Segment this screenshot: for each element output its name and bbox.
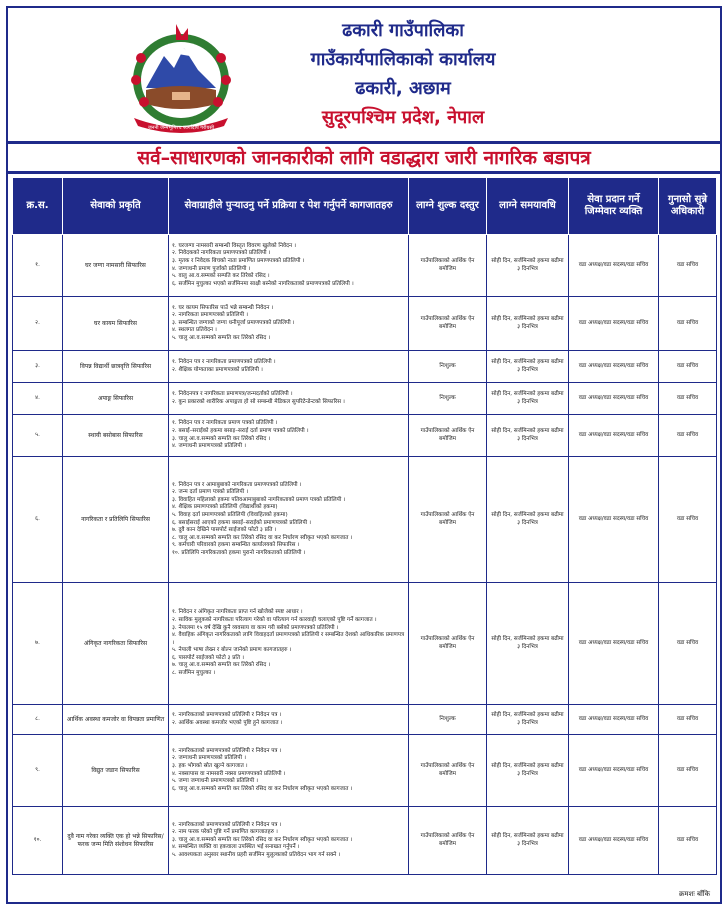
process-step: ५. नेपाली भाषा लेख्न र बोल्न जानेको प्रमाण कागजातहरु । [172, 647, 292, 654]
location: ढकारी, अछाम [355, 78, 451, 99]
process-step: ८. चालु आ.व.सम्मको सम्पति कर तिरेको रसिद वा कर निर्धारण स्वीकृत भएको कागजात । [172, 534, 353, 541]
cell-process [169, 415, 409, 457]
municipality-name: ढकारी गाउँपालिका [342, 20, 464, 41]
cell-sn: २. [13, 297, 63, 351]
cell-process [169, 583, 409, 705]
cell-process [169, 457, 409, 583]
process-step: १०. प्रतिलिपि नागरिकताको हकमा पुरानो नागरिकताको प्रतिलिपी । [172, 549, 306, 556]
table-row [13, 415, 717, 457]
process-step: ५. आवश्यकता अनुसार स्थानीय प्रहरी सर्जमिन मुलुल्काको प्रतिवेदन भाग गर्न सक्ने । [172, 851, 341, 858]
cell-fee: गाउँपालिकाको आर्थिक ऐन बमोजिम [409, 735, 487, 807]
cell-time: सोही दिन, सर्जमिनको हकमा बढीमा ३ दिनभित्र [487, 415, 569, 457]
cell-grievance: वडा सचिव [659, 415, 717, 457]
cell-fee: निःशुल्क [409, 383, 487, 415]
process-step: २. कुन प्रकारको शारीरिक अपाङ्गता हो सो सम्बन्धी मेडिकल सुपरिटेन्डेन्टको सिफारिस । [172, 398, 345, 405]
process-step: १. निवेदन र अंगिकृत नागरिकता प्राप्त गर्न खोजेको स्पष्ट आधार । [172, 609, 303, 616]
cell-responsible: वडा अध्यक्ष/वडा सदस्य/वडा सचिव [569, 415, 659, 457]
cell-service: घर कायम सिफारिस [63, 297, 169, 351]
cell-grievance: वडा सचिव [659, 705, 717, 735]
cell-fee: गाउँपालिकाको आर्थिक ऐन बमोजिम [409, 583, 487, 705]
cell-responsible: वडा अध्यक्ष/वडा सदस्य/वडा सचिव [569, 383, 659, 415]
process-step: ५. वालु आ.व.सम्मको सम्पति कर तिरेको रसिद । [172, 273, 270, 280]
process-step: ९. कर्मचारी परिवारको हकमा सम्बन्धित कार्यालयको सिफारिस । [172, 542, 300, 549]
divider [8, 171, 720, 174]
header-sn: क्र.स. [13, 178, 63, 235]
cell-fee: गाउँपालिकाको आर्थिक ऐन बमोजिम [409, 457, 487, 583]
cell-service: विद्युत जडान सिफारिस [63, 735, 169, 807]
header [8, 8, 720, 141]
page-title: सर्व–साधारणको जानकारीको लागि वडाद्धारा जारी नागरिक बडापत्र [137, 147, 591, 169]
process-step: ३. विवाहित महिलाको हकमा पतिवआमाबुबाको नागरिकताको प्रमाण पत्रको प्रतिलिपी । [172, 496, 346, 503]
process-step: ७. दुवै कान देखिने पासपोर्ट साईजको फोटो ३ प्रति । [172, 527, 277, 534]
process-step: १. घर कायम सिफारिस पाउँ भन्ने सम्बन्धी निवेदन । [172, 304, 274, 311]
cell-grievance: वडा सचिव [659, 235, 717, 297]
process-step: १. नागरिकताको प्रमाणपत्रको प्रतिलिपी र निवेदन पत्र । [172, 747, 282, 754]
process-step: १. नागरिकताको प्रमाणपत्रको प्रतिलिपी र निवेदन पत्र । [172, 821, 282, 828]
cell-fee: गाउँपालिकाको आर्थिक ऐन बमोजिम [409, 415, 487, 457]
process-step: ३. हक भोगको स्रोत खुल्ने कागजात । [172, 762, 248, 769]
table-row [13, 705, 717, 735]
table-row [13, 583, 717, 705]
continued-note: क्रमशः बाँकि [679, 890, 710, 898]
cell-time: सोही दिन, सर्जमिनको हकमा बढीमा ३ दिनभित्र [487, 457, 569, 583]
cell-process [169, 705, 409, 735]
cell-time: सोही दिन, सर्जमिनको हकमा बढीमा ३ दिनभित्र [487, 583, 569, 705]
office-address [238, 16, 568, 132]
cell-grievance: वडा सचिव [659, 383, 717, 415]
process-step: २. निवेदकको नागरिकता प्रमाणपत्रको प्रतिलिपी । [172, 250, 271, 257]
process-step: २. शैक्षिक योग्यताका प्रमाणपत्रको प्रतिलिपी । [172, 366, 263, 373]
process-step: १. निवेदन पत्र र नागरिकता प्रमाणपत्रको प्रतिलिपी । [172, 358, 276, 365]
cell-responsible: वडा अध्यक्ष/वडा सदस्य/वडा सचिव [569, 705, 659, 735]
cell-responsible: वडा अध्यक्ष/वडा सदस्य/वडा सचिव [569, 457, 659, 583]
cell-sn: ५. [13, 415, 63, 457]
office-name: गाउँकार्यपालिकाको कार्यालय [310, 49, 496, 70]
table-row [13, 383, 717, 415]
header-fee: लाग्ने शुल्क दस्तुर [409, 178, 487, 235]
cell-sn: ८. [13, 705, 63, 735]
cell-fee: गाउँपालिकाको आर्थिक ऐन बमोजिम [409, 235, 487, 297]
process-step: ६. बसाईंसराई आएको हकमा बसाई–सराईको प्रमाणपत्रको प्रतिलिपी । [172, 519, 311, 526]
header-grievance: गुनासो सुन्ने अधिकारी [659, 178, 717, 235]
header-time: लाग्ने समयावधि [487, 178, 569, 235]
cell-time: सोही दिन, सर्जमिनको हकमा बढीमा ३ दिनभित्र [487, 297, 569, 351]
cell-responsible: वडा अध्यक्ष/वडा सदस्य/वडा सचिव [569, 735, 659, 807]
process-step: ३. चालु आ.व.सम्मको सम्पति कर तिरेको रसिद वा कर निर्धारण स्वीकृत भएको कागजात । [172, 836, 353, 843]
citizen-charter-board [6, 6, 722, 904]
charter-table [12, 177, 717, 875]
cell-responsible: वडा अध्यक्ष/वडा सदस्य/वडा सचिव [569, 297, 659, 351]
header-process: सेवाग्राहीले पुऱ्याउनु पर्ने प्रक्रिया र पेश गर्नुपर्ने कागजातहरु [169, 178, 409, 235]
cell-service: अंगिकृत नागरिकता सिफारिस [63, 583, 169, 705]
cell-time: सोही दिन, सर्जमिनको हकमा बढीमा ३ दिनभित्र [487, 383, 569, 415]
cell-time: सोही दिन, सर्जमिनको हकमा बढीमा ३ दिनभित्र [487, 807, 569, 875]
process-step: १. निवेदन पत्र र आमाबुबाको नागरिकता प्रमाणपत्रको प्रतिलिपी । [172, 481, 302, 488]
table-row [13, 457, 717, 583]
cell-service: आर्थिक अवस्था कमजोर वा विपन्नता प्रमाणित [63, 705, 169, 735]
process-step: ४. वैवाहिक अंगिकृत नागरिकताको लागि विवाहदर्ता प्रमाणपत्रको प्रतिलिपी र सम्बन्धित देशको आधिकारिक प्रमाणपत्र । [172, 632, 405, 646]
cell-sn: ३. [13, 351, 63, 383]
cell-time: सोही दिन, सर्जमिनको हकमा बढीमा ३ दिनभित्र [487, 705, 569, 735]
cell-time: सोही दिन, सर्जमिनको हकमा बढीमा ३ दिनभित्र [487, 235, 569, 297]
process-step: ६. पासपोर्ट साईजको फोटो ३ प्रति । [172, 654, 244, 661]
cell-fee: गाउँपालिकाको आर्थिक ऐन बमोजिम [409, 807, 487, 875]
process-step: ४. जग्गाधनी प्रमाणपत्रको प्रतिलिपी । [172, 443, 246, 450]
cell-grievance: वडा सचिव [659, 735, 717, 807]
header-responsible: सेवा प्रदान गर्ने जिम्मेवार व्यक्ति [569, 178, 659, 235]
cell-fee: गाउँपालिकाको आर्थिक ऐन बमोजिम [409, 297, 487, 351]
cell-fee: निःशुल्क [409, 705, 487, 735]
cell-sn: ७. [13, 583, 63, 705]
process-step: २. नाम फरक परेको पुष्टि गर्ने प्रमाणित कागजातहरु । [172, 829, 278, 836]
province: सुदूरपश्चिम प्रदेश, नेपाल [321, 107, 485, 128]
process-step: ३. सम्बन्धित जग्गाको जग्गा धनीपूर्जा प्रमाणपत्रको प्रतिलिपी । [172, 319, 295, 326]
process-step: ३. मृतक र निवेदक बिचको नाता प्रमाणित प्रमाणपत्रको प्रतिलिपी । [172, 257, 305, 264]
process-step: ६. चालु आ.व.सम्मको सम्पति कर तिरेको रसिद वा कर निर्धारण स्वीकृत भएको कागजात । [172, 785, 353, 792]
process-step: ५. विवाह दर्ता प्रमाणपत्रको प्रतिलिपी (विवाहितको हकमा) [172, 511, 288, 518]
cell-process [169, 351, 409, 383]
cell-service: स्थायी बसोबास सिफारिस [63, 415, 169, 457]
nepal-emblem-icon [116, 18, 246, 138]
process-step: २. जन्म दर्ता प्रमाण पत्रको प्रतिलिपी । [172, 489, 249, 496]
cell-fee: निःशुल्क [409, 351, 487, 383]
table-row [13, 297, 717, 351]
cell-grievance: वडा सचिव [659, 807, 717, 875]
cell-sn: ९. [13, 735, 63, 807]
cell-time: सोही दिन, सर्जमिनको हकमा बढीमा ३ दिनभित्र [487, 735, 569, 807]
process-step: १. निवेदनपत्र र नागरिकता प्रमाणपत्र/जन्मदर्ताको प्रतिलिपी । [172, 390, 293, 397]
cell-grievance: वडा सचिव [659, 583, 717, 705]
table-row [13, 735, 717, 807]
cell-responsible: वडा अध्यक्ष/वडा सदस्य/वडा सचिव [569, 235, 659, 297]
process-step: १. निवेदन पत्र र नागरिकता प्रमाण पत्रको प्रतिलिपी । [172, 420, 278, 427]
cell-grievance: वडा सचिव [659, 351, 717, 383]
process-step: ६. सर्जमिन मुचुल्का भएको सर्जमिनमा साक्षी बस्नेको नागरिकताको प्रमाणपत्रको प्रतिलिपी । [172, 280, 354, 287]
cell-process [169, 383, 409, 415]
cell-sn: १. [13, 235, 63, 297]
cell-service: विपन्न विद्यार्थी छात्रवृत्ति सिफारिस [63, 351, 169, 383]
cell-grievance: वडा सचिव [659, 297, 717, 351]
process-step: १. घरजग्गा नामसारी सम्बन्धी विस्तृत विवरण खुलेको निवेदन । [172, 242, 297, 249]
cell-responsible: वडा अध्यक्ष/वडा सदस्य/वडा सचिव [569, 351, 659, 383]
cell-process [169, 297, 409, 351]
process-step: ४. जग्गाधनी प्रमाण पूर्जाको प्रतिलिपी । [172, 265, 251, 272]
table-header-row [13, 178, 717, 235]
process-step: ३. चालु आ.व.सम्मको सम्पति कर तिरेको रसिद । [172, 435, 271, 442]
cell-responsible: वडा अध्यक्ष/वडा सदस्य/वडा सचिव [569, 583, 659, 705]
table-row [13, 235, 717, 297]
process-step: ४. स्थलगत प्रतिवेदन । [172, 327, 217, 334]
process-step: २. नागरिकता प्रमाणपत्रको प्रतिलिपी । [172, 312, 249, 319]
process-step: २. साविक मुलुकको नागरिकता परित्याग गरेको वा परित्याग गर्न कारवाही चलाएको पुष्टि गर्ने कागजात । [172, 616, 377, 623]
cell-sn: ४. [13, 383, 63, 415]
emblem-motto: जननी जन्मभूमिश्च स्वर्गादपि गरीयसी [147, 125, 215, 131]
table-row [13, 351, 717, 383]
cell-service: घर जग्गा नामसारी सिफारिस [63, 235, 169, 297]
process-step: ४. शैक्षिक प्रमाणपत्रको प्रतिलिपी (विद्यार्थीको हकमा) [172, 504, 278, 511]
table-row [13, 807, 717, 875]
cell-service: अपाङ्ग सिफारिस [63, 383, 169, 415]
process-step: ४. सम्बन्धित व्यक्ति वा हकवाला उपस्थित भई सनाखत गर्नुपर्ने । [172, 844, 300, 851]
process-step: ५. चालु आ.व.सम्मको सम्पति कर तिरेको रसिद । [172, 334, 271, 341]
process-step: २. जग्गाधनी प्रमाणपत्रको प्रतिलिपी । [172, 755, 246, 762]
cell-service: नागरिकता र प्रतिलिपि सिफारिस [63, 457, 169, 583]
cell-process [169, 735, 409, 807]
cell-sn: ६. [13, 457, 63, 583]
cell-process [169, 807, 409, 875]
process-step: २. आर्थिक अवस्था कमजोर भएको पुष्टि हुने कागजात । [172, 719, 283, 726]
process-step: २. बसाईं–सराईको हकमा बसाइ–सराई दर्ता प्रमाण पत्रको प्रतिलिपी । [172, 427, 309, 434]
cell-sn: १०. [13, 807, 63, 875]
process-step: ५. जग्गा जग्गाधनी प्रमाणपत्रको प्रतिलिपी । [172, 778, 259, 785]
cell-grievance: वडा सचिव [659, 457, 717, 583]
header-service: सेवाको प्रकृति [63, 178, 169, 235]
process-step: ४. नक्सापास वा नामसारी नक्सा प्रमाणपत्रको प्रतिलिपी । [172, 770, 286, 777]
cell-responsible: वडा अध्यक्ष/वडा सदस्य/वडा सचिव [569, 807, 659, 875]
process-step: ७. चालु आ.व.सम्मको सम्पति कर तिरेको रसिद । [172, 662, 271, 669]
process-step: १. नागरिकताको प्रमाणपत्रको प्रतिलिपी र निवेदन पत्र । [172, 711, 282, 718]
cell-time: सोही दिन, सर्जमिनको हकमा बढीमा ३ दिनभित्र [487, 351, 569, 383]
cell-process [169, 235, 409, 297]
process-step: ८. सर्जमिन मुचुल्का । [172, 670, 216, 677]
process-step: ३. नेपालमा १५ वर्ष देखि कुनै व्यवसाय वा काम गरी बसेको प्रमाणपत्रको प्रतिलिपी । [172, 624, 339, 631]
cell-service: दुवै नाम गरेका व्यक्ति एक हो भन्ने सिफारिस/फरक जन्म मिति संशोधन सिफारिस [63, 807, 169, 875]
